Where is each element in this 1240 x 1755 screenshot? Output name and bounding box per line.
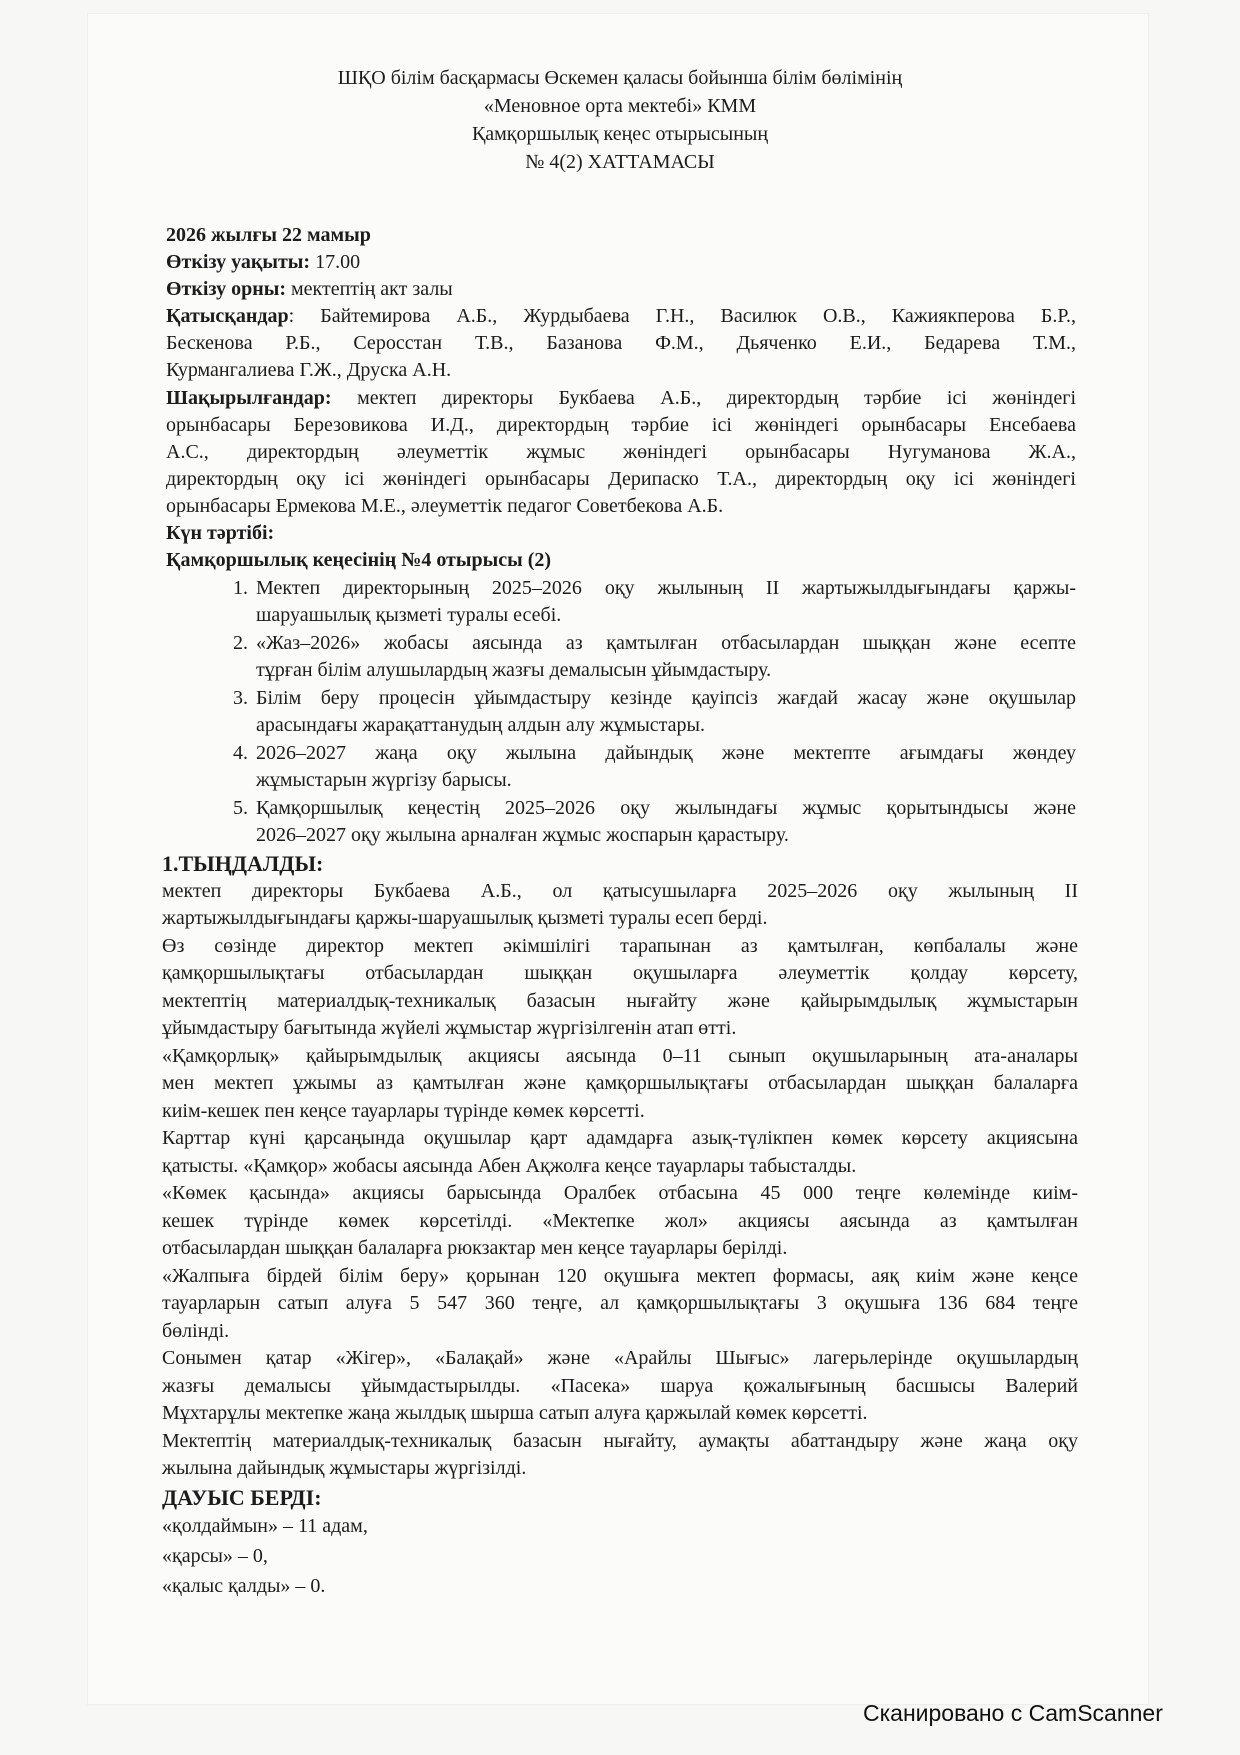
header-organization: ШҚО білім басқармасы Өскемен қаласы бойынша білім бөлімінің [337, 67, 903, 89]
header-protocol-number: № 4(2) ХАТТАМАСЫ [525, 151, 715, 173]
meeting-date: 2026 жылғы 22 мамыр [166, 224, 371, 246]
document-header [0, 64, 1240, 176]
paragraph-line: Сонымен қатар «Жігер», «Балақай» және «Арайлы Шығыс» лагерьлерінде оқушылардың [162, 1347, 1078, 1369]
paragraph-line: Өз сөзінде директор мектеп әкімшілігі тарапынан аз қамтылған, көпбалалы және [162, 935, 1078, 957]
header-school: «Меновное орта мектебі» КММ [483, 95, 757, 117]
vote-abstain: «қалыс қалды» – 0. [162, 1575, 326, 1597]
camscanner-watermark: Сканировано с CamScanner [863, 1700, 1163, 1726]
paragraph-line: жазғы демалысы ұйымдастырылды. «Пасека» шаруа қожалығының басшысы Валерий [162, 1375, 1078, 1397]
paragraph-line: кешек түрінде көмек көрсетілді. «Мектепке жол» акциясы аясында аз қамтылған [162, 1210, 1078, 1232]
paragraph-line: «Қамқорлық» қайырымдылық акциясы аясында 0–11 сынып оқушыларының ата-аналары [162, 1045, 1078, 1067]
invited-line-5: орынбасары Ермекова М.Е., әлеуметтік педагог Советбекова А.Б. [166, 495, 724, 517]
paragraph-line: мектеп директоры Букбаева А.Б., ол қатысушыларға 2025–2026 оқу жылының II [162, 880, 1078, 902]
vote-for: «қолдаймын» – 11 адам, [162, 1515, 368, 1537]
invited-line-2: орынбасары Березовикова И.Д., директордың тәрбие ісі жөніндегі орынбасары Енсебаева [166, 414, 1076, 436]
meeting-place: Өткізу орны: мектептің акт залы [166, 278, 453, 300]
paragraph-line: қамқоршылықтағы отбасылардан шыққан оқушыларға әлеуметтік қолдау көрсету, [162, 962, 1078, 984]
paragraph-line: жартыжылдығындағы қаржы-шаруашылық қызметі туралы есеп берді. [162, 907, 768, 929]
paragraph-line: «Жалпыға бірдей білім беру» қорынан 120 оқушыға мектеп формасы, аяқ киім және кеңсе [162, 1265, 1078, 1287]
paragraph-line: Мектептің материалдық-техникалық базасын нығайту, аумақты абаттандыру және жаңа оқу [162, 1430, 1078, 1452]
meeting-time: Өткізу уақыты: 17.00 [166, 251, 361, 273]
paragraph-line: «Көмек қасында» акциясы барысында Оралбек отбасына 45 000 теңге көлемінде киім- [162, 1182, 1078, 1204]
paragraph-line: ұйымдастыру бағытында жүйелі жұмыстар жүргізілгенін атап өтті. [162, 1017, 737, 1039]
participants-line-2: Бескенова Р.Б., Серoccтан Т.В., Базанова Ф.М., Дьяченко Е.И., Бедарева Т.М., [166, 332, 1076, 354]
paragraph-line: қатысты. «Қамқор» жобасы аясында Абен Ақжолға кеңсе тауарлары табысталды. [162, 1155, 857, 1177]
vote-title: ДАУЫС БЕРДІ: [162, 1485, 322, 1510]
paragraph-line: жылына дайындық жұмыстары жүргізілді. [162, 1457, 527, 1479]
participants-line-1: Қатысқандар: Байтемирова А.Б., Журдыбаева Г.Н., Василюк О.В., Кажиякперова Б.Р., [166, 305, 1076, 327]
vote-against: «қарсы» – 0, [162, 1545, 268, 1567]
participants-line-3: Курмангалиева Г.Ж., Друска А.Н. [166, 359, 452, 381]
paragraph-line: отбасылардан шыққан балаларға рюкзактар мен кеңсе тауарлары берілді. [162, 1237, 788, 1259]
agenda-title: Күн тәртібі: [166, 522, 275, 544]
agenda-subtitle: Қамқоршылық кеңесінің №4 отырысы (2) [166, 549, 552, 571]
paragraph-line: киім-кешек пен кеңсе тауарлары түрінде көмек көрсетті. [162, 1100, 645, 1122]
section-heard-title: 1.ТЫҢДАЛДЫ: [162, 851, 324, 876]
header-council: Қамқоршылық кеңес отырысының [471, 123, 769, 145]
invited-line-4: директордың оқу ісі жөніндегі орынбасары Дерипаско Т.А., директордың оқу ісі жөніндегі [166, 468, 1076, 490]
invited-line-1: Шақырылғандар: мектеп директоры Букбаева А.Б., директордың тәрбие ісі жөніндегі [166, 387, 1076, 409]
paragraph-line: бөлінді. [162, 1320, 230, 1342]
paragraph-line: Карттар күні қарсаңында оқушылар қарт адамдарға азық-түлікпен көмек көрсету акциясына [162, 1127, 1078, 1149]
paragraph-line: мен мектеп ұжымы аз қамтылған және қамқоршылықтағы отбасылардан шыққан балаларға [162, 1072, 1078, 1094]
paragraph-line: мектептің материалдық-техникалық базасын нығайту және қайырымдылық жұмыстарын [162, 990, 1078, 1012]
paragraph-line: Мұхтарұлы мектепке жаңа жылдық шырша сатып алуға қаржылай көмек көрсетті. [162, 1402, 868, 1424]
paragraph-line: тауарларын сатып алуға 5 547 360 теңге, ал қамқоршылықтағы 3 оқушыға 136 684 теңге [162, 1292, 1078, 1314]
invited-line-3: А.С., директордың әлеуметтік жұмыс жөніндегі орынбасары Нугуманова Ж.А., [166, 441, 1076, 463]
